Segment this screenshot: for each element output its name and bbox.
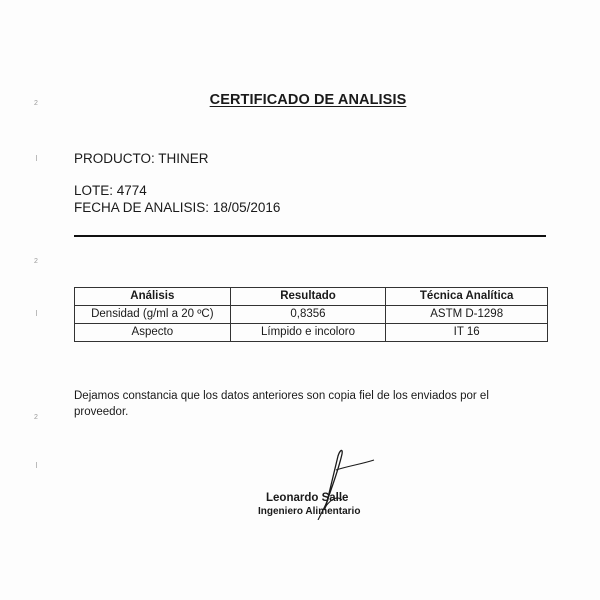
- margin-mark: 2: [34, 414, 38, 421]
- producto-label: PRODUCTO:: [74, 151, 155, 166]
- lote-line: [74, 183, 147, 199]
- margin-mark: 2: [34, 100, 38, 107]
- fecha-label: FECHA DE ANALISIS:: [74, 200, 210, 215]
- table-cell: Densidad (g/ml a 20 ºC): [75, 306, 231, 324]
- table-row: [75, 306, 548, 324]
- table-cell: IT 16: [386, 324, 548, 342]
- signer-title: Ingeniero Alimentario: [258, 506, 361, 517]
- signer-name: Leonardo Salle: [266, 492, 349, 504]
- header-tecnica: Técnica Analítica: [386, 288, 548, 306]
- table-row: [75, 324, 548, 342]
- margin-tick: [36, 155, 37, 161]
- lote-value: 4774: [116, 183, 147, 198]
- analysis-table: [74, 287, 548, 342]
- header-analisis: Análisis: [75, 288, 231, 306]
- table-cell: ASTM D-1298: [386, 306, 548, 324]
- fecha-value: 18/05/2016: [212, 200, 281, 215]
- margin-mark: 2: [34, 258, 38, 265]
- producto-line: [74, 151, 209, 167]
- margin-tick: [36, 310, 37, 316]
- fecha-line: [74, 200, 280, 216]
- header-resultado: Resultado: [230, 288, 386, 306]
- table-cell: Aspecto: [75, 324, 231, 342]
- table-cell: Límpido e incoloro: [230, 324, 386, 342]
- margin-tick: [36, 462, 37, 468]
- table-cell: 0,8356: [230, 306, 386, 324]
- disclaimer-note: Dejamos constancia que los datos anteriores son copia fiel de los enviados por el proveedor.: [74, 390, 489, 418]
- table-header-row: [75, 288, 548, 306]
- lote-label: LOTE:: [74, 183, 114, 198]
- horizontal-rule: [74, 235, 546, 237]
- producto-value: THINER: [158, 151, 209, 166]
- document-title: CERTIFICADO DE ANALISIS: [209, 92, 407, 108]
